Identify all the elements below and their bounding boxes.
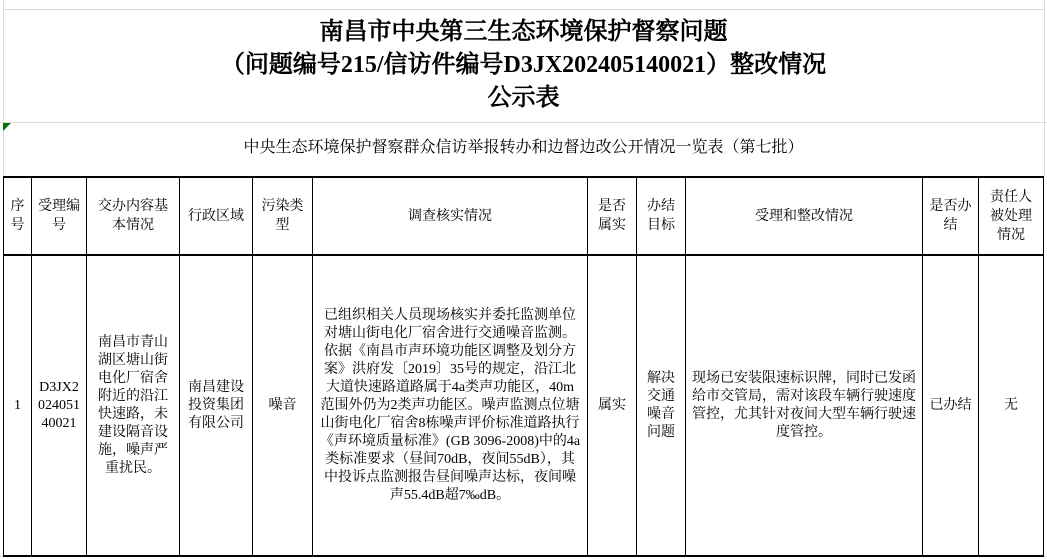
col-header-case-no[interactable]: 受理编号	[32, 177, 87, 255]
col-header-region[interactable]: 行政区域	[180, 177, 253, 255]
col-header-pollution-type[interactable]: 污染类型	[253, 177, 313, 255]
cell-verification[interactable]: 已组织相关人员现场核实并委托监测单位对塘山街电化厂宿舍进行交通噪音监测。依据《南昌市声环境功能区调整及划分方案》洪府发〔2019〕35号的规定，沿江北大道快速路道路属于4a类声功能区，40m范围外仍为2类声功能区。噪声监测点位塘山街电化厂宿舍8栋噪声评价标准道路执行《声环境质量标准》(GB 3096-2008)中的4a类标准要求（昼间70dB，夜间55dB），其中投诉点监测报告昼间噪声达标，夜间噪声55.4dB超7‰dB。	[313, 255, 588, 556]
col-header-handling[interactable]: 受理和整改情况	[686, 177, 923, 255]
cell-seq[interactable]: 1	[4, 255, 32, 556]
cell-is-closed[interactable]: 已办结	[923, 255, 979, 556]
cell-pollution-type[interactable]: 噪音	[253, 255, 313, 556]
disclosure-table	[3, 176, 1044, 557]
cell-content[interactable]: 南昌市青山湖区塘山街电化厂宿舍附近的沿江快速路，未建设隔音设施，噪声严重扰民。	[87, 255, 180, 556]
col-header-is-true[interactable]: 是否属实	[588, 177, 637, 255]
cell-goal[interactable]: 解决交通噪音问题	[637, 255, 686, 556]
table-row	[4, 255, 1044, 556]
page-title-line-2: （问题编号215/信访件编号D3JX202405140021）整改情况	[220, 52, 827, 78]
col-header-accountability[interactable]: 责任人被处理情况	[979, 177, 1044, 255]
cell-handling[interactable]: 现场已安装限速标识牌，同时已发函给市交管局，需对该段车辆行驶速度管控，尤其针对夜间大型车辆行驶速度管控。	[686, 255, 923, 556]
disclosure-table-container	[3, 176, 1044, 557]
col-header-seq[interactable]: 序号	[4, 177, 32, 255]
cell-region[interactable]: 南昌建设投资集团有限公司	[180, 255, 253, 556]
page-title-line-3: 公示表	[487, 85, 560, 111]
cell-is-true[interactable]: 属实	[588, 255, 637, 556]
table-subtitle: 中央生态环境保护督察群众信访举报转办和边督边改公开情况一览表（第七批）	[243, 139, 804, 156]
col-header-is-closed[interactable]: 是否办结	[923, 177, 979, 255]
page-title-line-1: 南昌市中央第三生态环境保护督察问题	[319, 19, 728, 45]
col-header-verification[interactable]: 调查核实情况	[313, 177, 588, 255]
col-header-goal[interactable]: 办结目标	[637, 177, 686, 255]
col-header-content[interactable]: 交办内容基本情况	[87, 177, 180, 255]
cell-accountability[interactable]: 无	[979, 255, 1044, 556]
cell-case-no[interactable]: D3JX202405140021	[32, 255, 87, 556]
page-title	[0, 10, 1047, 115]
table-header-row	[4, 177, 1044, 255]
